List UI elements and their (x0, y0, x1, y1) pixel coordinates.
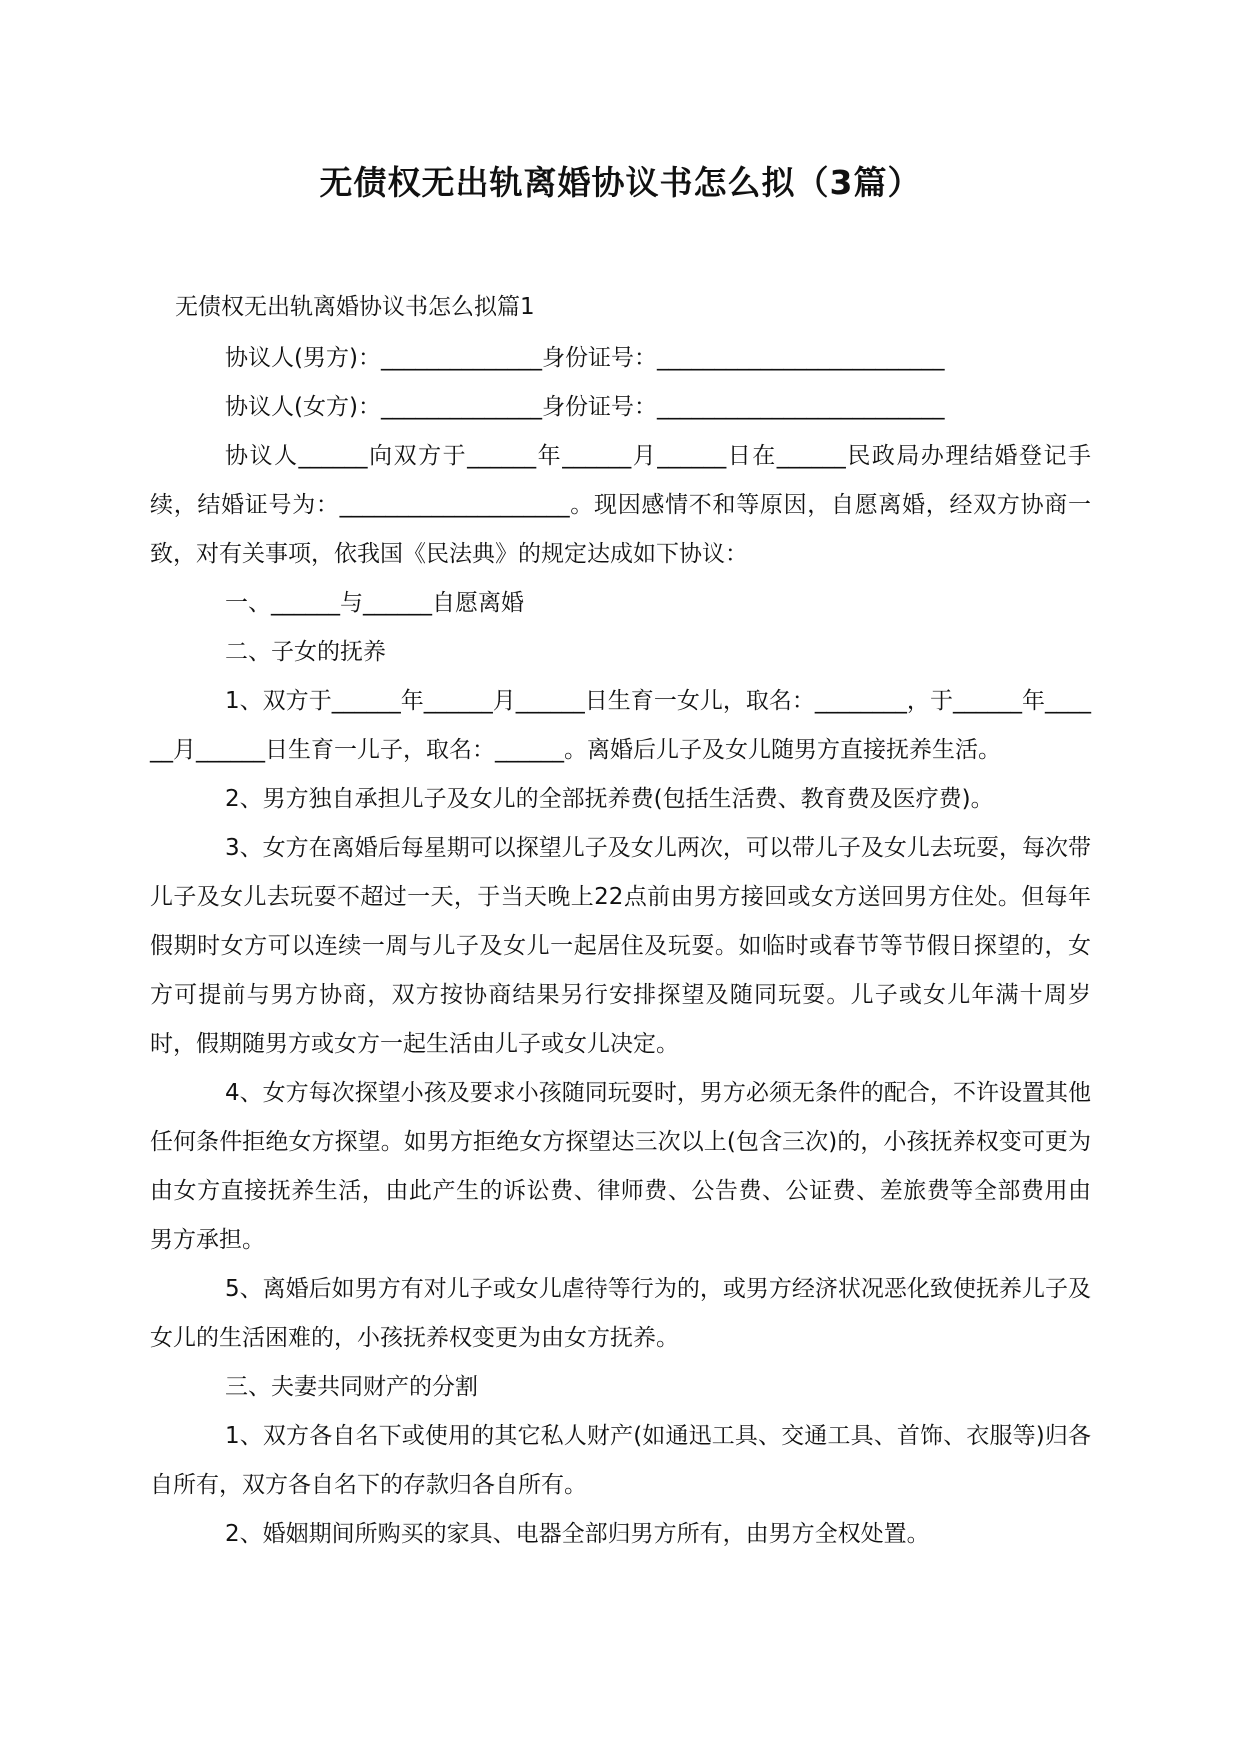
party-female-line: 协议人(女方)：______________身份证号：_________________________ (225, 394, 945, 420)
clause-children-3: 3、女方在离婚后每星期可以探望儿子及女儿两次，可以带儿子及女儿去玩耍，每次带儿子及女儿去玩耍不超过一天，于当天晚上22点前由男方接回或女方送回男方住处。但每年假期时女方可以连续一周与儿子及女儿一起居住及玩耍。如临时或春节等节假日探望的，女方可提前与男方协商，双方按协商结果另行安排探望及随同玩耍。儿子或女儿年满十周岁时，假期随男方或女方一起生活由儿子或女儿决定。 (150, 835, 1091, 1057)
section-heading: 无债权无出轨离婚协议书怎么拟篇1 (175, 294, 535, 320)
clause-property-1: 1、双方各自名下或使用的其它私人财产(如通迅工具、交通工具、首饰、衣服等)归各自所有，双方各自名下的存款归各自所有。 (150, 1423, 1091, 1498)
clause-children-1: 1、双方于______年______月______日生育一女儿，取名：________，于______年______月______日生育一儿子，取名：______。离婚后儿子及女儿随男方直接抚养生活。 (150, 688, 1091, 763)
clause-heading-property: 三、夫妻共同财产的分割 (225, 1374, 478, 1400)
party-male-line: 协议人(男方)：______________身份证号：_________________________ (225, 345, 945, 371)
clause-children-4: 4、女方每次探望小孩及要求小孩随同玩耍时，男方必须无条件的配合，不许设置其他任何条件拒绝女方探望。如男方拒绝女方探望达三次以上(包含三次)的，小孩抚养权变可更为由女方直接抚养生活，由此产生的诉讼费、律师费、公告费、公证费、差旅费等全部费用由男方承担。 (150, 1080, 1091, 1253)
document-body (150, 334, 1091, 1559)
document-title: 无债权无出轨离婚协议书怎么拟（3篇） (319, 163, 922, 202)
clause-property-2: 2、婚姻期间所购买的家具、电器全部归男方所有，由男方全权处置。 (225, 1521, 930, 1547)
clause-children-2: 2、男方独自承担儿子及女儿的全部抚养费(包括生活费、教育费及医疗费)。 (225, 786, 994, 812)
clause-divorce: 一、______与______自愿离婚 (225, 590, 524, 616)
clause-heading-children: 二、子女的抚养 (225, 639, 386, 665)
clause-children-5: 5、离婚后如男方有对儿子或女儿虐待等行为的，或男方经济状况恶化致使抚养儿子及女儿的生活困难的，小孩抚养权变更为由女方抚养。 (150, 1276, 1091, 1351)
preamble-paragraph: 协议人______向双方于______年______月______日在______民政局办理结婚登记手续，结婚证号为：____________________。现因感情不和等原因，自愿离婚，经双方协商一致，对有关事项，依我国《民法典》的规定达成如下协议： (150, 443, 1091, 567)
